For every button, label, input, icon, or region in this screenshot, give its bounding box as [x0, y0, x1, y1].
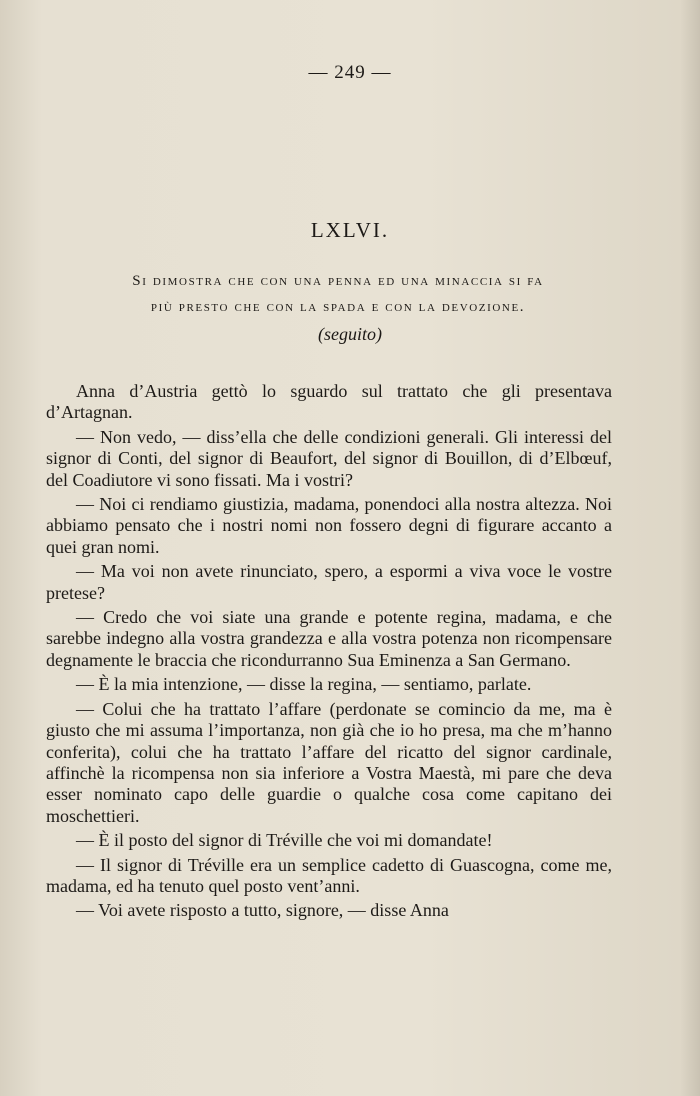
paragraph: — Non vedo, — diss’ella che delle condizioni generali. Gli interessi del signor di Conti, del signor di Beaufort, del signor di Bouillon, di d’Elbœuf, del Coadiutore vi sono fissati. Ma i vostri?	[46, 426, 612, 490]
chapter-subtitle: (seguito)	[318, 324, 382, 344]
paragraph: — Credo che voi siate una grande e potente regina, madama, e che sarebbe indegno alla vostra grandezza e alla vostra potenza non ricompensare degnamente le braccia che ricondurranno Sua Eminenza a San Germano.	[46, 607, 612, 670]
paragraph: — Il signor di Tréville era un semplice cadetto di Guascogna, come me, madama, ed ha tenuto quel posto vent’anni.	[46, 854, 612, 896]
paragraph: — Colui che ha trattato l’affare (perdonate se comincio da me, ma è giusto che mi assuma l’importanza, non già che io ho presa, ma che m’hanno conferita), colui che ha trattato l’affare del ricatto del signor cardinale, affinchè la ricompensa non sia inferiore a Vostra Maestà, mi pare che deva esser nominato capo delle guardie o qualche cosa come capitano dei moschettieri.	[46, 698, 612, 826]
paragraph: — Noi ci rendiamo giustizia, madama, ponendoci alla nostra altezza. Noi abbiamo pensato che i nostri nomi non fossero degni di figurare accanto a quei gran nomi.	[46, 494, 612, 557]
body-text	[46, 381, 612, 925]
page-number: — 249 —	[308, 62, 392, 83]
chapter-title-line: più presto che con la spada e con la devozione.	[150, 299, 526, 315]
chapter-number: LXLVI.	[310, 218, 390, 242]
paragraph: — Ma voi non avete rinunciato, spero, a espormi a viva voce le vostre pretese?	[46, 561, 612, 603]
paragraph: — Voi avete risposto a tutto, signore, — disse Anna	[76, 900, 449, 921]
chapter-title-line: Si dimostra che con una penna ed una minaccia si fa	[132, 273, 544, 289]
paragraph: Anna d’Austria gettò lo sguardo sul trattato che gli presentava d’Artagnan.	[46, 381, 612, 423]
page-edge-shadow	[680, 0, 700, 1096]
chapter-title	[58, 268, 618, 320]
paragraph: — È il posto del signor di Tréville che voi mi domandate!	[76, 830, 493, 851]
paragraph: — È la mia intenzione, — disse la regina, — sentiamo, parlate.	[76, 674, 532, 695]
